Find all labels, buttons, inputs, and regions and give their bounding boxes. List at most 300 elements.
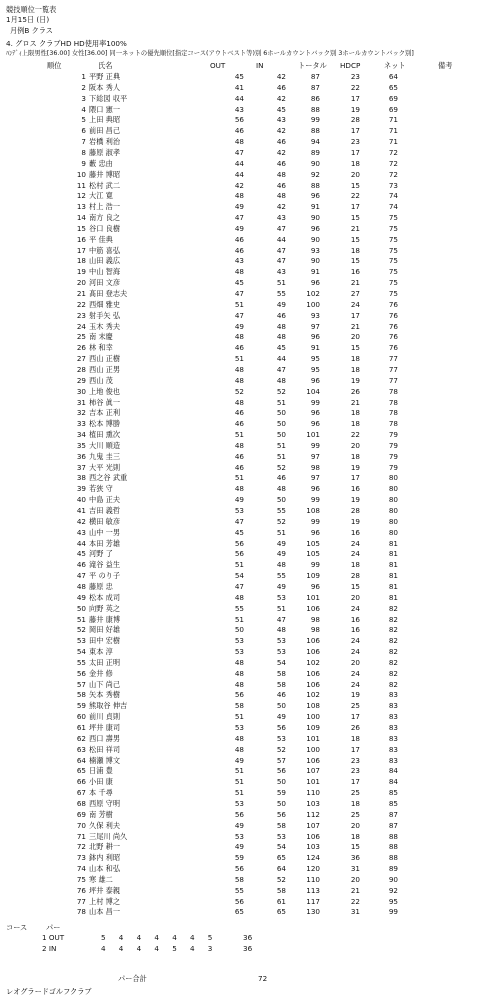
- total-score: 108: [306, 701, 320, 711]
- out-score: 48: [234, 668, 244, 678]
- hdcp: 28: [350, 506, 360, 515]
- in-score: 53: [276, 647, 286, 657]
- in-score: 48: [276, 484, 286, 494]
- out-score: 45: [234, 527, 244, 537]
- rank: 26: [76, 343, 86, 353]
- player-name: 大平 光則: [89, 462, 121, 472]
- table-row: [0, 171, 503, 182]
- player-name: 矢本 秀樹: [89, 690, 121, 700]
- player-name: 阪本 秀人: [89, 82, 121, 92]
- table-row: [0, 431, 503, 442]
- in-score: 48: [276, 332, 286, 342]
- player-name: 前川 貞則: [89, 712, 121, 722]
- out-score: 52: [234, 386, 244, 396]
- rank: 1: [81, 72, 86, 81]
- player-name: 南 芳樹: [89, 809, 113, 819]
- total-score: 105: [306, 538, 320, 548]
- out-score: 51: [234, 299, 244, 309]
- hdcp: 17: [350, 473, 360, 483]
- out-score: 45: [234, 278, 244, 288]
- in-score: 54: [276, 842, 286, 852]
- out-score: 46: [234, 343, 244, 353]
- total-score: 103: [306, 798, 320, 808]
- rank: 19: [76, 267, 86, 277]
- in-score: 51: [276, 440, 286, 450]
- hdcp: 16: [350, 625, 360, 635]
- out-score: 51: [234, 788, 244, 798]
- hdcp: 19: [350, 462, 360, 472]
- rank: 73: [76, 853, 86, 863]
- rank: 76: [76, 885, 86, 895]
- total-score: 99: [310, 115, 320, 125]
- player-name: 前田 昌己: [89, 126, 121, 136]
- out-score: 56: [234, 864, 244, 874]
- par-total-value: 72: [258, 974, 268, 983]
- hdcp: 28: [350, 115, 360, 125]
- table-row: [0, 898, 503, 909]
- total-score: 105: [306, 549, 320, 559]
- rank: 11: [76, 180, 86, 190]
- total-score: 101: [306, 733, 320, 743]
- net-score: 75: [388, 256, 398, 266]
- hdcp: 22: [350, 896, 360, 906]
- net-score: 79: [388, 451, 398, 461]
- rank: 59: [76, 701, 86, 711]
- player-name: 藪 忠由: [89, 158, 113, 168]
- total-score: 100: [306, 299, 320, 309]
- table-row: [0, 529, 503, 540]
- rank: 61: [76, 723, 86, 732]
- table-row: [0, 333, 503, 344]
- rank: 14: [76, 213, 86, 223]
- total-score: 94: [310, 137, 320, 147]
- net-score: 83: [388, 701, 398, 711]
- table-row: [0, 377, 503, 388]
- in-score: 45: [276, 104, 286, 114]
- player-name: 山中 一男: [89, 527, 121, 537]
- in-score: 47: [276, 245, 286, 255]
- player-name: 南 末慶: [89, 332, 113, 342]
- hdcp: 24: [350, 647, 360, 657]
- out-score: 56: [234, 690, 244, 700]
- in-score: 65: [276, 907, 286, 917]
- net-score: 84: [388, 777, 398, 787]
- total-score: 100: [306, 744, 320, 754]
- rank: 36: [76, 451, 86, 461]
- in-score: 43: [276, 267, 286, 277]
- hdcp: 26: [350, 386, 360, 396]
- net-score: 85: [388, 798, 398, 808]
- hole-par: 4: [118, 933, 124, 942]
- net-score: 77: [388, 375, 398, 385]
- score-condition: 4. グロス クラブHD HD使用率100%: [6, 39, 127, 48]
- total-score: 97: [310, 473, 320, 483]
- in-score: 56: [276, 809, 286, 819]
- out-score: 44: [234, 93, 244, 103]
- player-name: 平 のり子: [89, 571, 121, 581]
- rank: 24: [76, 321, 86, 331]
- net-score: 83: [388, 712, 398, 722]
- hdcp: 17: [350, 126, 360, 136]
- out-score: 48: [234, 375, 244, 385]
- hdcp: 17: [350, 744, 360, 754]
- rank: 33: [76, 419, 86, 429]
- column-header-name: 氏名: [98, 61, 113, 70]
- in-score: 58: [276, 679, 286, 689]
- hdcp: 21: [350, 223, 360, 233]
- total-score: 106: [306, 755, 320, 765]
- total-score: 120: [306, 864, 320, 874]
- player-name: 南方 良之: [89, 213, 121, 223]
- player-name: 林 和幸: [89, 343, 113, 353]
- player-name: 河野 了: [89, 549, 113, 559]
- out-score: 49: [234, 202, 244, 212]
- out-score: 53: [234, 831, 244, 841]
- total-score: 90: [310, 213, 320, 223]
- net-score: 78: [388, 408, 398, 418]
- in-score: 47: [276, 223, 286, 233]
- in-score: 53: [276, 831, 286, 841]
- out-score: 47: [234, 516, 244, 526]
- in-score: 52: [276, 516, 286, 526]
- player-name: 西口 壽男: [89, 733, 121, 743]
- rank: 57: [76, 679, 86, 689]
- table-row: [0, 474, 503, 485]
- total-score: 98: [310, 614, 320, 624]
- net-score: 77: [388, 354, 398, 364]
- hdcp: 19: [350, 495, 360, 505]
- hole-par: 4: [118, 944, 124, 953]
- out-score: 51: [234, 354, 244, 364]
- hdcp: 15: [350, 213, 360, 223]
- table-row: [0, 767, 503, 778]
- player-name: 上地 俊也: [89, 386, 121, 396]
- table-row: [0, 420, 503, 431]
- table-row: [0, 594, 503, 605]
- in-score: 44: [276, 354, 286, 364]
- hdcp: 20: [350, 592, 360, 602]
- out-score: 49: [234, 495, 244, 505]
- in-score: 61: [276, 896, 286, 906]
- in-score: 42: [276, 126, 286, 136]
- rank: 39: [76, 484, 86, 494]
- net-score: 71: [388, 126, 398, 136]
- total-score: 93: [310, 245, 320, 255]
- net-score: 83: [388, 690, 398, 700]
- player-name: 下総図 収平: [89, 93, 128, 103]
- in-score: 49: [276, 581, 286, 591]
- hole-par: 5: [101, 933, 106, 942]
- net-score: 71: [388, 115, 398, 125]
- table-row: [0, 388, 503, 399]
- player-name: 柿谷 眞一: [89, 397, 121, 407]
- out-score: 53: [234, 506, 244, 515]
- table-row: [0, 822, 503, 833]
- total-score: 96: [310, 527, 320, 537]
- in-score: 64: [276, 864, 286, 874]
- hdcp: 31: [350, 907, 360, 917]
- table-row: [0, 236, 503, 247]
- total-score: 106: [306, 831, 320, 841]
- hdcp: 21: [350, 278, 360, 288]
- column-header-out: OUT: [210, 61, 226, 70]
- total-score: 101: [306, 777, 320, 787]
- hdcp: 20: [350, 657, 360, 667]
- hdcp: 18: [350, 245, 360, 255]
- in-score: 50: [276, 777, 286, 787]
- player-name: 藤井 康博: [89, 614, 121, 624]
- out-score: 48: [234, 657, 244, 667]
- out-score: 48: [234, 733, 244, 743]
- player-name: 坪井 康司: [89, 723, 121, 732]
- handicap-rule: ﾊﾝﾃﾞｨ上限男性[36.00] 女性[36.00] 同一ネットの優先順位[指定コース(アウトベスト等)別 6ホールカウントバック別 3ホールカウントバック別]: [6, 50, 414, 57]
- net-score: 77: [388, 364, 398, 374]
- table-row: [0, 149, 503, 160]
- table-row: [0, 73, 503, 84]
- hdcp: 21: [350, 885, 360, 895]
- player-name: 本 千尋: [89, 788, 113, 798]
- total-score: 88: [310, 104, 320, 114]
- table-row: [0, 507, 503, 518]
- hole-par: 4: [136, 933, 142, 942]
- net-score: 78: [388, 397, 398, 407]
- net-score: 88: [388, 831, 398, 841]
- table-row: [0, 496, 503, 507]
- rank: 29: [76, 375, 86, 385]
- report-title: 競技順位一覧表: [6, 5, 57, 14]
- hdcp: 15: [350, 842, 360, 852]
- net-score: 81: [388, 571, 398, 581]
- player-name: 吉田 義哲: [89, 506, 121, 515]
- player-name: 吉本 正利: [89, 408, 121, 418]
- player-name: 田中 宏樹: [89, 636, 121, 646]
- table-row: [0, 160, 503, 171]
- out-score: 44: [234, 169, 244, 179]
- rank: 7: [81, 137, 86, 147]
- net-score: 89: [388, 864, 398, 874]
- in-score: 42: [276, 93, 286, 103]
- rank: 31: [76, 397, 86, 407]
- table-row: [0, 876, 503, 887]
- hdcp: 26: [350, 723, 360, 732]
- player-name: 若狭 守: [89, 484, 113, 494]
- out-score: 47: [234, 289, 244, 298]
- rank: 47: [76, 571, 86, 581]
- player-name: 三尾川 尚久: [89, 831, 128, 841]
- player-name: 滝谷 益生: [89, 560, 121, 570]
- out-score: 48: [234, 137, 244, 147]
- hdcp: 31: [350, 864, 360, 874]
- table-row: [0, 225, 503, 236]
- out-score: 46: [234, 451, 244, 461]
- rank: 3: [81, 93, 86, 103]
- hole-par: 4: [154, 933, 159, 942]
- hdcp: 24: [350, 636, 360, 646]
- rank: 21: [76, 289, 86, 298]
- hole-par: 4: [172, 933, 177, 942]
- in-score: 52: [276, 744, 286, 754]
- in-score: 42: [276, 147, 286, 157]
- player-name: 西山 正男: [89, 364, 121, 374]
- table-row: [0, 735, 503, 746]
- table-row: [0, 84, 503, 95]
- hole-par: 4: [136, 944, 142, 953]
- in-score: 59: [276, 788, 286, 798]
- table-row: [0, 344, 503, 355]
- total-score: 96: [310, 408, 320, 418]
- hdcp: 16: [350, 614, 360, 624]
- rank: 74: [76, 864, 86, 874]
- net-score: 80: [388, 527, 398, 537]
- out-score: 49: [234, 755, 244, 765]
- out-score: 48: [234, 484, 244, 494]
- hdcp: 15: [350, 256, 360, 266]
- table-row: [0, 138, 503, 149]
- rank: 43: [76, 527, 86, 537]
- net-score: 88: [388, 842, 398, 852]
- total-score: 107: [306, 820, 320, 830]
- player-name: 平野 正典: [89, 72, 121, 81]
- total-score: 99: [310, 516, 320, 526]
- net-score: 80: [388, 506, 398, 515]
- out-score: 46: [234, 126, 244, 136]
- hdcp: 23: [350, 137, 360, 147]
- in-score: 50: [276, 419, 286, 429]
- total-score: 92: [310, 169, 320, 179]
- in-score: 48: [276, 191, 286, 201]
- table-row: [0, 550, 503, 561]
- club-name: レオグラードゴルフクラブ: [6, 987, 92, 996]
- total-score: 106: [306, 636, 320, 646]
- in-score: 49: [276, 538, 286, 548]
- out-score: 42: [234, 180, 244, 190]
- table-row: [0, 681, 503, 692]
- table-row: [0, 279, 503, 290]
- table-row: [0, 811, 503, 822]
- course-row-in-name: 2 IN: [42, 944, 57, 953]
- rank: 64: [76, 755, 86, 765]
- player-name: 松田 祥司: [89, 744, 121, 754]
- hole-par: 5: [172, 944, 177, 953]
- table-row: [0, 789, 503, 800]
- out-score: 50: [234, 625, 244, 635]
- total-score: 88: [310, 126, 320, 136]
- table-row: [0, 257, 503, 268]
- table-row: [0, 355, 503, 366]
- net-score: 81: [388, 581, 398, 591]
- total-score: 87: [310, 72, 320, 81]
- hdcp: 18: [350, 733, 360, 743]
- in-score: 44: [276, 234, 286, 244]
- player-name: 大江 寛: [89, 191, 113, 201]
- rank: 5: [81, 115, 86, 125]
- player-name: 楠瀬 博文: [89, 755, 121, 765]
- net-score: 79: [388, 440, 398, 450]
- hdcp: 19: [350, 516, 360, 526]
- table-row: [0, 778, 503, 789]
- hdcp: 20: [350, 820, 360, 830]
- rank: 53: [76, 636, 86, 646]
- total-score: 96: [310, 375, 320, 385]
- hdcp: 23: [350, 755, 360, 765]
- table-row: [0, 116, 503, 127]
- out-score: 47: [234, 310, 244, 320]
- total-score: 97: [310, 321, 320, 331]
- player-name: 松村 武二: [89, 180, 121, 190]
- net-score: 82: [388, 668, 398, 678]
- player-name: 藤原 淑孝: [89, 147, 121, 157]
- net-score: 82: [388, 657, 398, 667]
- in-score: 55: [276, 506, 286, 515]
- rank: 13: [76, 202, 86, 212]
- hdcp: 21: [350, 397, 360, 407]
- rank: 25: [76, 332, 86, 342]
- player-name: 西畑 雅史: [89, 299, 121, 309]
- net-score: 73: [388, 180, 398, 190]
- hdcp: 24: [350, 603, 360, 613]
- in-score: 42: [276, 72, 286, 81]
- rank: 27: [76, 354, 86, 364]
- net-score: 76: [388, 310, 398, 320]
- net-score: 88: [388, 853, 398, 863]
- hdcp: 16: [350, 484, 360, 494]
- player-name: 中島 正夫: [89, 495, 121, 505]
- table-row: [0, 670, 503, 681]
- rank: 60: [76, 712, 86, 722]
- table-row: [0, 214, 503, 225]
- out-score: 49: [234, 820, 244, 830]
- hdcp: 24: [350, 679, 360, 689]
- in-score: 50: [276, 798, 286, 808]
- net-score: 75: [388, 223, 398, 233]
- player-name: 山田 義広: [89, 256, 121, 266]
- rank: 69: [76, 809, 86, 819]
- player-name: 久保 利夫: [89, 820, 121, 830]
- rank: 42: [76, 516, 86, 526]
- table-row: [0, 192, 503, 203]
- total-score: 91: [310, 202, 320, 212]
- rank: 34: [76, 430, 86, 440]
- player-name: 中筋 喜弘: [89, 245, 121, 255]
- par-label: パー: [46, 923, 61, 932]
- hdcp: 17: [350, 93, 360, 103]
- net-score: 85: [388, 788, 398, 798]
- total-score: 110: [306, 874, 320, 884]
- net-score: 81: [388, 538, 398, 548]
- rank: 41: [76, 506, 86, 515]
- in-score: 50: [276, 430, 286, 440]
- total-score: 106: [306, 647, 320, 657]
- hdcp: 15: [350, 581, 360, 591]
- total-score: 96: [310, 278, 320, 288]
- rank: 18: [76, 256, 86, 266]
- hdcp: 15: [350, 180, 360, 190]
- column-header-net: ネット: [384, 61, 406, 70]
- hole-par: 4: [154, 944, 159, 953]
- out-score: 47: [234, 581, 244, 591]
- out-score: 56: [234, 809, 244, 819]
- course-row-in-total: 36: [243, 944, 253, 953]
- column-header-in: IN: [256, 61, 264, 70]
- in-score: 52: [276, 874, 286, 884]
- net-score: 65: [388, 82, 398, 92]
- in-score: 53: [276, 733, 286, 743]
- rank: 52: [76, 625, 86, 635]
- player-name: 横田 敏彦: [89, 516, 121, 526]
- out-score: 53: [234, 636, 244, 646]
- net-score: 83: [388, 755, 398, 765]
- table-row: [0, 616, 503, 627]
